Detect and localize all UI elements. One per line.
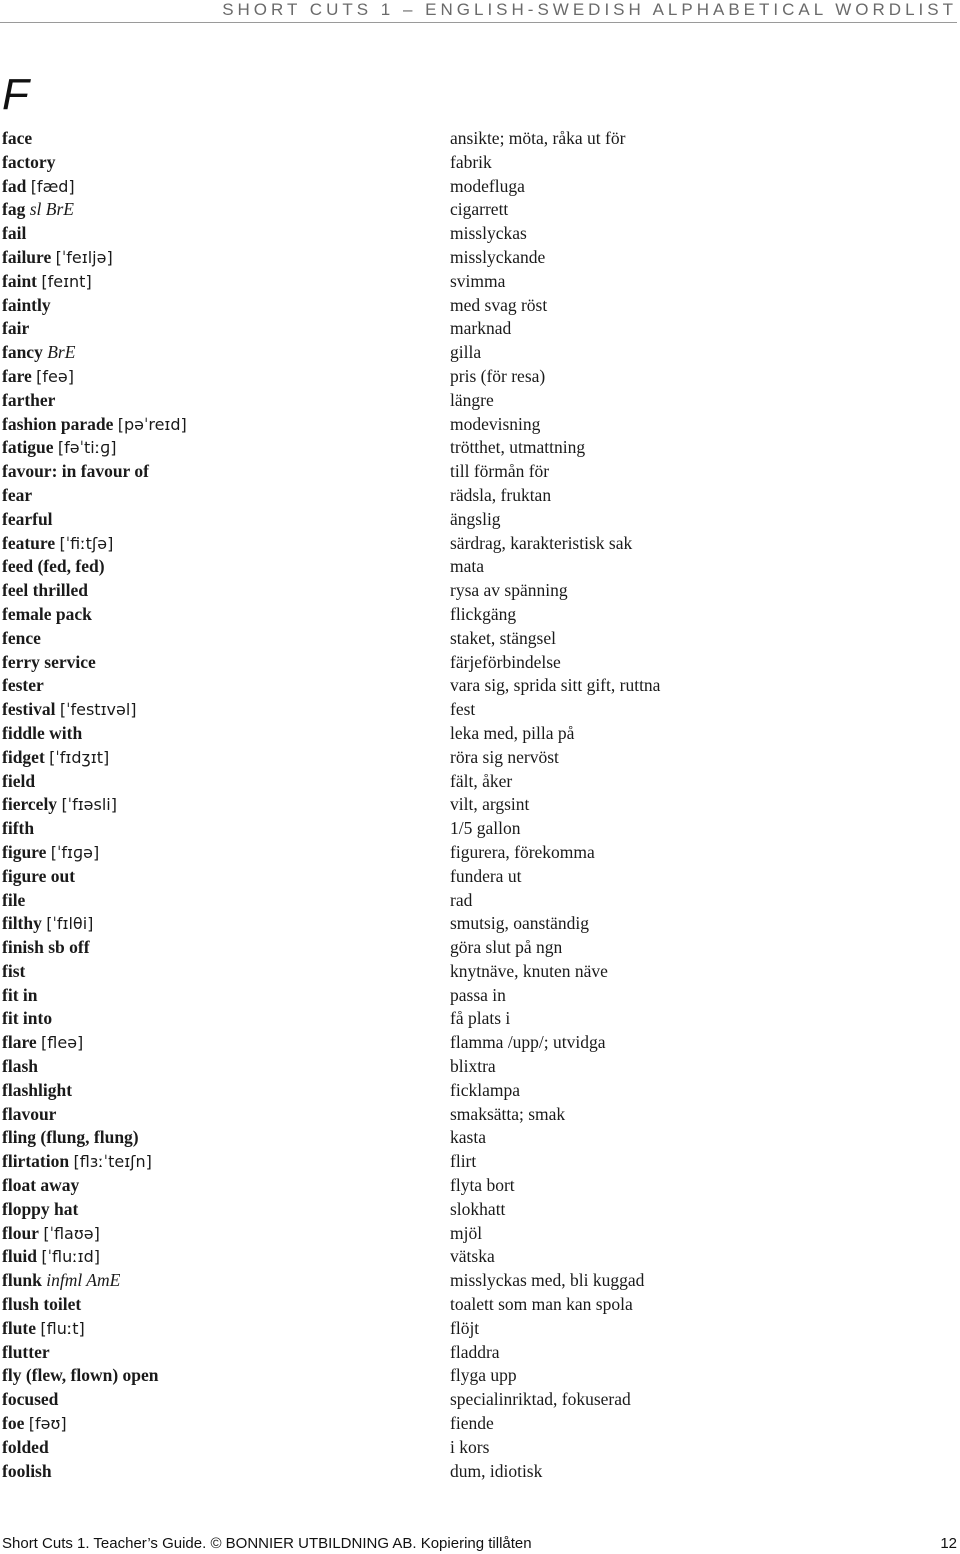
english-term bbox=[2, 1198, 450, 1222]
english-term bbox=[2, 341, 450, 365]
english-term bbox=[2, 1150, 450, 1174]
wordlist-entry bbox=[2, 1364, 952, 1388]
swedish-translation: fabrik bbox=[450, 151, 492, 172]
english-term bbox=[2, 960, 450, 984]
pronunciation: [ˈfiːtʃə] bbox=[59, 533, 114, 553]
wordlist-entry bbox=[2, 198, 952, 222]
english-term bbox=[2, 317, 450, 341]
swedish-translation: flyta bort bbox=[450, 1175, 515, 1196]
wordlist-entry bbox=[2, 555, 952, 579]
headword: foe bbox=[2, 1413, 25, 1434]
swedish-translation: rädsla, fruktan bbox=[450, 484, 552, 505]
swedish-translation: trötthet, utmattning bbox=[450, 437, 586, 458]
headword: fit into bbox=[2, 1008, 53, 1029]
english-term bbox=[2, 746, 450, 770]
pronunciation: [feɪnt] bbox=[41, 271, 92, 291]
headword: field bbox=[2, 770, 36, 791]
wordlist-entry bbox=[2, 460, 952, 484]
swedish-translation: slokhatt bbox=[450, 1198, 506, 1219]
headword: finish sb off bbox=[2, 937, 90, 958]
headword: fifth bbox=[2, 818, 35, 839]
swedish-translation: smaksätta; smak bbox=[450, 1103, 566, 1124]
wordlist-entry bbox=[2, 341, 952, 365]
english-term bbox=[2, 436, 450, 460]
wordlist-entry bbox=[2, 389, 952, 413]
english-term bbox=[2, 1293, 450, 1317]
wordlist-entry bbox=[2, 1388, 952, 1412]
wordlist-entry bbox=[2, 175, 952, 199]
wordlist-entry bbox=[2, 936, 952, 960]
swedish-translation: modevisning bbox=[450, 413, 541, 434]
swedish-translation: göra slut på ngn bbox=[450, 937, 563, 958]
pronunciation: [ˈfɪlθi] bbox=[46, 914, 94, 934]
wordlist-entry bbox=[2, 270, 952, 294]
headword: figure bbox=[2, 841, 47, 862]
wordlist-entry bbox=[2, 317, 952, 341]
english-term bbox=[2, 770, 450, 794]
swedish-translation: modefluga bbox=[450, 175, 525, 196]
english-term bbox=[2, 175, 450, 199]
wordlist-entry bbox=[2, 793, 952, 817]
english-term bbox=[2, 198, 450, 222]
wordlist-entry bbox=[2, 413, 952, 437]
english-term bbox=[2, 817, 450, 841]
english-term bbox=[2, 627, 450, 651]
english-term bbox=[2, 555, 450, 579]
swedish-translation: misslyckas med, bli kuggad bbox=[450, 1270, 645, 1291]
wordlist-entry bbox=[2, 1150, 952, 1174]
pronunciation: [ˈfɪɡə] bbox=[50, 842, 100, 862]
swedish-translation: färjeförbindelse bbox=[450, 651, 561, 672]
english-term bbox=[2, 1031, 450, 1055]
headword: fair bbox=[2, 318, 30, 339]
headword: fit in bbox=[2, 984, 38, 1005]
headword: fear bbox=[2, 484, 33, 505]
swedish-translation: knytnäve, knuten näve bbox=[450, 960, 608, 981]
english-term bbox=[2, 1269, 450, 1293]
wordlist-entry bbox=[2, 627, 952, 651]
pronunciation: [ˈfluːɪd] bbox=[41, 1247, 100, 1267]
swedish-translation: fladdra bbox=[450, 1341, 500, 1362]
pronunciation: [pəˈreɪd] bbox=[117, 414, 187, 434]
english-term bbox=[2, 222, 450, 246]
wordlist-entry bbox=[2, 1412, 952, 1436]
pronunciation: [fluːt] bbox=[40, 1318, 85, 1338]
swedish-translation: ansikte; möta, råka ut för bbox=[450, 128, 626, 148]
wordlist-entry bbox=[2, 912, 952, 936]
wordlist-entry bbox=[2, 865, 952, 889]
wordlist-entry bbox=[2, 770, 952, 794]
headword: farther bbox=[2, 389, 56, 410]
wordlist-entry bbox=[2, 1436, 952, 1460]
english-term bbox=[2, 1412, 450, 1436]
wordlist-entry bbox=[2, 674, 952, 698]
wordlist-entry bbox=[2, 817, 952, 841]
swedish-translation: blixtra bbox=[450, 1056, 496, 1077]
english-term bbox=[2, 1079, 450, 1103]
english-term bbox=[2, 270, 450, 294]
wordlist-entry bbox=[2, 1317, 952, 1341]
wordlist-entry bbox=[2, 960, 952, 984]
wordlist-entry bbox=[2, 984, 952, 1008]
english-term bbox=[2, 674, 450, 698]
english-term bbox=[2, 127, 450, 151]
english-term bbox=[2, 841, 450, 865]
english-term bbox=[2, 722, 450, 746]
wordlist-entry bbox=[2, 1269, 952, 1293]
swedish-translation: misslyckande bbox=[450, 246, 546, 267]
english-term bbox=[2, 1388, 450, 1412]
english-term bbox=[2, 1245, 450, 1269]
headword: flare bbox=[2, 1032, 37, 1053]
wordlist-entry bbox=[2, 436, 952, 460]
wordlist-entry bbox=[2, 1341, 952, 1365]
english-term bbox=[2, 651, 450, 675]
headword: fly (flew, flown) open bbox=[2, 1365, 159, 1386]
headword: foolish bbox=[2, 1460, 52, 1481]
headword: fling (flung, flung) bbox=[2, 1127, 139, 1148]
swedish-translation: flickgäng bbox=[450, 603, 517, 624]
wordlist-entry bbox=[2, 532, 952, 556]
headword: flashlight bbox=[2, 1079, 73, 1100]
wordlist-entry bbox=[2, 1174, 952, 1198]
headword: fiddle with bbox=[2, 722, 83, 743]
headword: face bbox=[2, 128, 33, 148]
swedish-translation: fest bbox=[450, 699, 476, 720]
english-term bbox=[2, 1055, 450, 1079]
pronunciation: [fəˈtiːɡ] bbox=[57, 438, 117, 458]
wordlist-entry bbox=[2, 651, 952, 675]
headword: flavour bbox=[2, 1103, 57, 1124]
english-term bbox=[2, 936, 450, 960]
swedish-translation: vätska bbox=[450, 1246, 495, 1267]
english-term bbox=[2, 1341, 450, 1365]
headword: fare bbox=[2, 365, 32, 386]
footer-credit: Short Cuts 1. Teacher’s Guide. © BONNIER UTBILDNING AB. Kopiering tillåten bbox=[2, 1535, 532, 1552]
english-term bbox=[2, 532, 450, 556]
headword: faintly bbox=[2, 294, 51, 315]
usage-note: sl BrE bbox=[29, 199, 74, 220]
swedish-translation: längre bbox=[450, 389, 494, 410]
english-term bbox=[2, 484, 450, 508]
english-term bbox=[2, 1103, 450, 1127]
english-term bbox=[2, 1007, 450, 1031]
swedish-translation: fundera ut bbox=[450, 865, 522, 886]
headword: female pack bbox=[2, 603, 92, 624]
wordlist-entry bbox=[2, 294, 952, 318]
running-header bbox=[0, 0, 957, 23]
headword: failure bbox=[2, 246, 52, 267]
headword: flute bbox=[2, 1317, 37, 1338]
wordlist-entry bbox=[2, 889, 952, 913]
wordlist-entry bbox=[2, 1245, 952, 1269]
wordlist-entry bbox=[2, 127, 952, 151]
swedish-translation: röra sig nervöst bbox=[450, 746, 559, 767]
headword: fluid bbox=[2, 1246, 38, 1267]
headword: feed (fed, fed) bbox=[2, 556, 105, 577]
wordlist-entry bbox=[2, 1103, 952, 1127]
running-header-title: SHORT CUTS 1 – ENGLISH-SWEDISH ALPHABETICAL WORDLIST bbox=[222, 0, 957, 19]
headword: fad bbox=[2, 175, 27, 196]
headword: flush toilet bbox=[2, 1294, 82, 1315]
english-term bbox=[2, 793, 450, 817]
english-term bbox=[2, 389, 450, 413]
swedish-translation: med svag röst bbox=[450, 294, 548, 315]
swedish-translation: misslyckas bbox=[450, 223, 527, 244]
swedish-translation: figurera, förekomma bbox=[450, 841, 595, 862]
headword: fail bbox=[2, 223, 27, 244]
pronunciation: [feə] bbox=[36, 366, 74, 386]
english-term bbox=[2, 294, 450, 318]
english-term bbox=[2, 889, 450, 913]
english-term bbox=[2, 698, 450, 722]
wordlist-entry bbox=[2, 484, 952, 508]
headword: flash bbox=[2, 1056, 38, 1077]
section-letter: F bbox=[2, 70, 29, 119]
headword: filthy bbox=[2, 913, 42, 934]
swedish-translation: flirt bbox=[450, 1151, 477, 1172]
headword: fashion parade bbox=[2, 413, 114, 434]
pronunciation: [fəʊ] bbox=[28, 1414, 67, 1434]
wordlist-entry bbox=[2, 508, 952, 532]
usage-note: infml AmE bbox=[46, 1270, 121, 1291]
wordlist-entry bbox=[2, 579, 952, 603]
pronunciation: [flɜːˈteɪʃn] bbox=[73, 1152, 152, 1172]
swedish-translation: i kors bbox=[450, 1436, 490, 1457]
english-term bbox=[2, 865, 450, 889]
pronunciation: [fleə] bbox=[41, 1033, 84, 1053]
swedish-translation: flyga upp bbox=[450, 1365, 517, 1386]
wordlist-entry bbox=[2, 365, 952, 389]
wordlist-entry bbox=[2, 698, 952, 722]
pronunciation: [fæd] bbox=[30, 176, 75, 196]
wordlist-entry bbox=[2, 1031, 952, 1055]
swedish-translation: mata bbox=[450, 556, 485, 577]
english-term bbox=[2, 1174, 450, 1198]
english-term bbox=[2, 460, 450, 484]
swedish-translation: få plats i bbox=[450, 1008, 511, 1029]
pronunciation: [ˈfɪəsli] bbox=[61, 795, 117, 815]
english-term bbox=[2, 413, 450, 437]
english-term bbox=[2, 1364, 450, 1388]
headword: fearful bbox=[2, 508, 53, 529]
wordlist-entry bbox=[2, 722, 952, 746]
swedish-translation: ficklampa bbox=[450, 1079, 520, 1100]
headword: favour: in favour of bbox=[2, 461, 149, 482]
english-term bbox=[2, 1460, 450, 1484]
page-footer bbox=[2, 1535, 957, 1552]
headword: festival bbox=[2, 699, 56, 720]
wordlist-entry bbox=[2, 1222, 952, 1246]
headword: fidget bbox=[2, 746, 45, 767]
headword: fancy bbox=[2, 342, 43, 363]
wordlist-entry bbox=[2, 222, 952, 246]
english-term bbox=[2, 1317, 450, 1341]
usage-note: BrE bbox=[47, 342, 76, 363]
headword: focused bbox=[2, 1389, 59, 1410]
swedish-translation: mjöl bbox=[450, 1222, 483, 1243]
wordlist-entry bbox=[2, 1079, 952, 1103]
swedish-translation: till förmån för bbox=[450, 461, 550, 482]
english-term bbox=[2, 508, 450, 532]
headword: float away bbox=[2, 1175, 80, 1196]
swedish-translation: vilt, argsint bbox=[450, 794, 530, 815]
swedish-translation: staket, stängsel bbox=[450, 627, 556, 648]
headword: flirtation bbox=[2, 1151, 70, 1172]
english-term bbox=[2, 151, 450, 175]
headword: fist bbox=[2, 960, 26, 981]
swedish-translation: specialinriktad, fokuserad bbox=[450, 1389, 631, 1410]
wordlist-entry bbox=[2, 746, 952, 770]
swedish-translation: flamma /upp/; utvidga bbox=[450, 1032, 606, 1053]
swedish-translation: pris (för resa) bbox=[450, 365, 546, 386]
swedish-translation: dum, idiotisk bbox=[450, 1460, 543, 1481]
headword: feel thrilled bbox=[2, 580, 89, 601]
wordlist-entry bbox=[2, 1198, 952, 1222]
headword: folded bbox=[2, 1436, 49, 1457]
swedish-translation: marknad bbox=[450, 318, 512, 339]
pronunciation: [ˈfeɪljə] bbox=[55, 247, 113, 267]
headword: feature bbox=[2, 532, 56, 553]
headword: ferry service bbox=[2, 651, 96, 672]
wordlist-entry bbox=[2, 1293, 952, 1317]
pronunciation: [ˈfestɪvəl] bbox=[59, 700, 137, 720]
swedish-translation: fiende bbox=[450, 1413, 494, 1434]
headword: fag bbox=[2, 199, 26, 220]
swedish-translation: rad bbox=[450, 889, 473, 910]
english-term bbox=[2, 246, 450, 270]
wordlist-entry bbox=[2, 151, 952, 175]
headword: flutter bbox=[2, 1341, 50, 1362]
english-term bbox=[2, 579, 450, 603]
pronunciation: [ˈflaʊə] bbox=[43, 1223, 100, 1243]
headword: faint bbox=[2, 270, 37, 291]
english-term bbox=[2, 1222, 450, 1246]
pronunciation: [ˈfɪdʒɪt] bbox=[49, 747, 110, 767]
english-term bbox=[2, 365, 450, 389]
wordlist-entry bbox=[2, 603, 952, 627]
headword: factory bbox=[2, 151, 56, 172]
swedish-translation: leka med, pilla på bbox=[450, 722, 575, 743]
headword: fiercely bbox=[2, 794, 58, 815]
swedish-translation: flöjt bbox=[450, 1317, 480, 1338]
english-term bbox=[2, 1436, 450, 1460]
swedish-translation: fält, åker bbox=[450, 770, 513, 791]
headword: file bbox=[2, 889, 26, 910]
swedish-translation: rysa av spänning bbox=[450, 580, 568, 601]
english-term bbox=[2, 984, 450, 1008]
swedish-translation: 1/5 gallon bbox=[450, 818, 521, 839]
english-term bbox=[2, 912, 450, 936]
wordlist-entry bbox=[2, 1126, 952, 1150]
wordlist-entry bbox=[2, 1007, 952, 1031]
swedish-translation: gilla bbox=[450, 342, 482, 363]
headword: fence bbox=[2, 627, 41, 648]
headword: fatigue bbox=[2, 437, 54, 458]
swedish-translation: kasta bbox=[450, 1127, 486, 1148]
swedish-translation: toalett som man kan spola bbox=[450, 1294, 633, 1315]
swedish-translation: särdrag, karakteristisk sak bbox=[450, 532, 633, 553]
swedish-translation: vara sig, sprida sitt gift, ruttna bbox=[450, 675, 661, 696]
english-term bbox=[2, 603, 450, 627]
wordlist-entry bbox=[2, 246, 952, 270]
swedish-translation: smutsig, oanständig bbox=[450, 913, 590, 934]
wordlist-entry bbox=[2, 1460, 952, 1484]
swedish-translation: ängslig bbox=[450, 508, 501, 529]
swedish-translation: cigarrett bbox=[450, 199, 509, 220]
headword: fester bbox=[2, 675, 44, 696]
headword: flunk bbox=[2, 1270, 42, 1291]
headword: floppy hat bbox=[2, 1198, 79, 1219]
headword: flour bbox=[2, 1222, 39, 1243]
english-term bbox=[2, 1126, 450, 1150]
headword: figure out bbox=[2, 865, 76, 886]
wordlist-entry bbox=[2, 841, 952, 865]
swedish-translation: passa in bbox=[450, 984, 506, 1005]
wordlist bbox=[2, 127, 952, 1483]
wordlist-entry bbox=[2, 1055, 952, 1079]
swedish-translation: svimma bbox=[450, 270, 506, 291]
page-number: 12 bbox=[940, 1535, 957, 1552]
